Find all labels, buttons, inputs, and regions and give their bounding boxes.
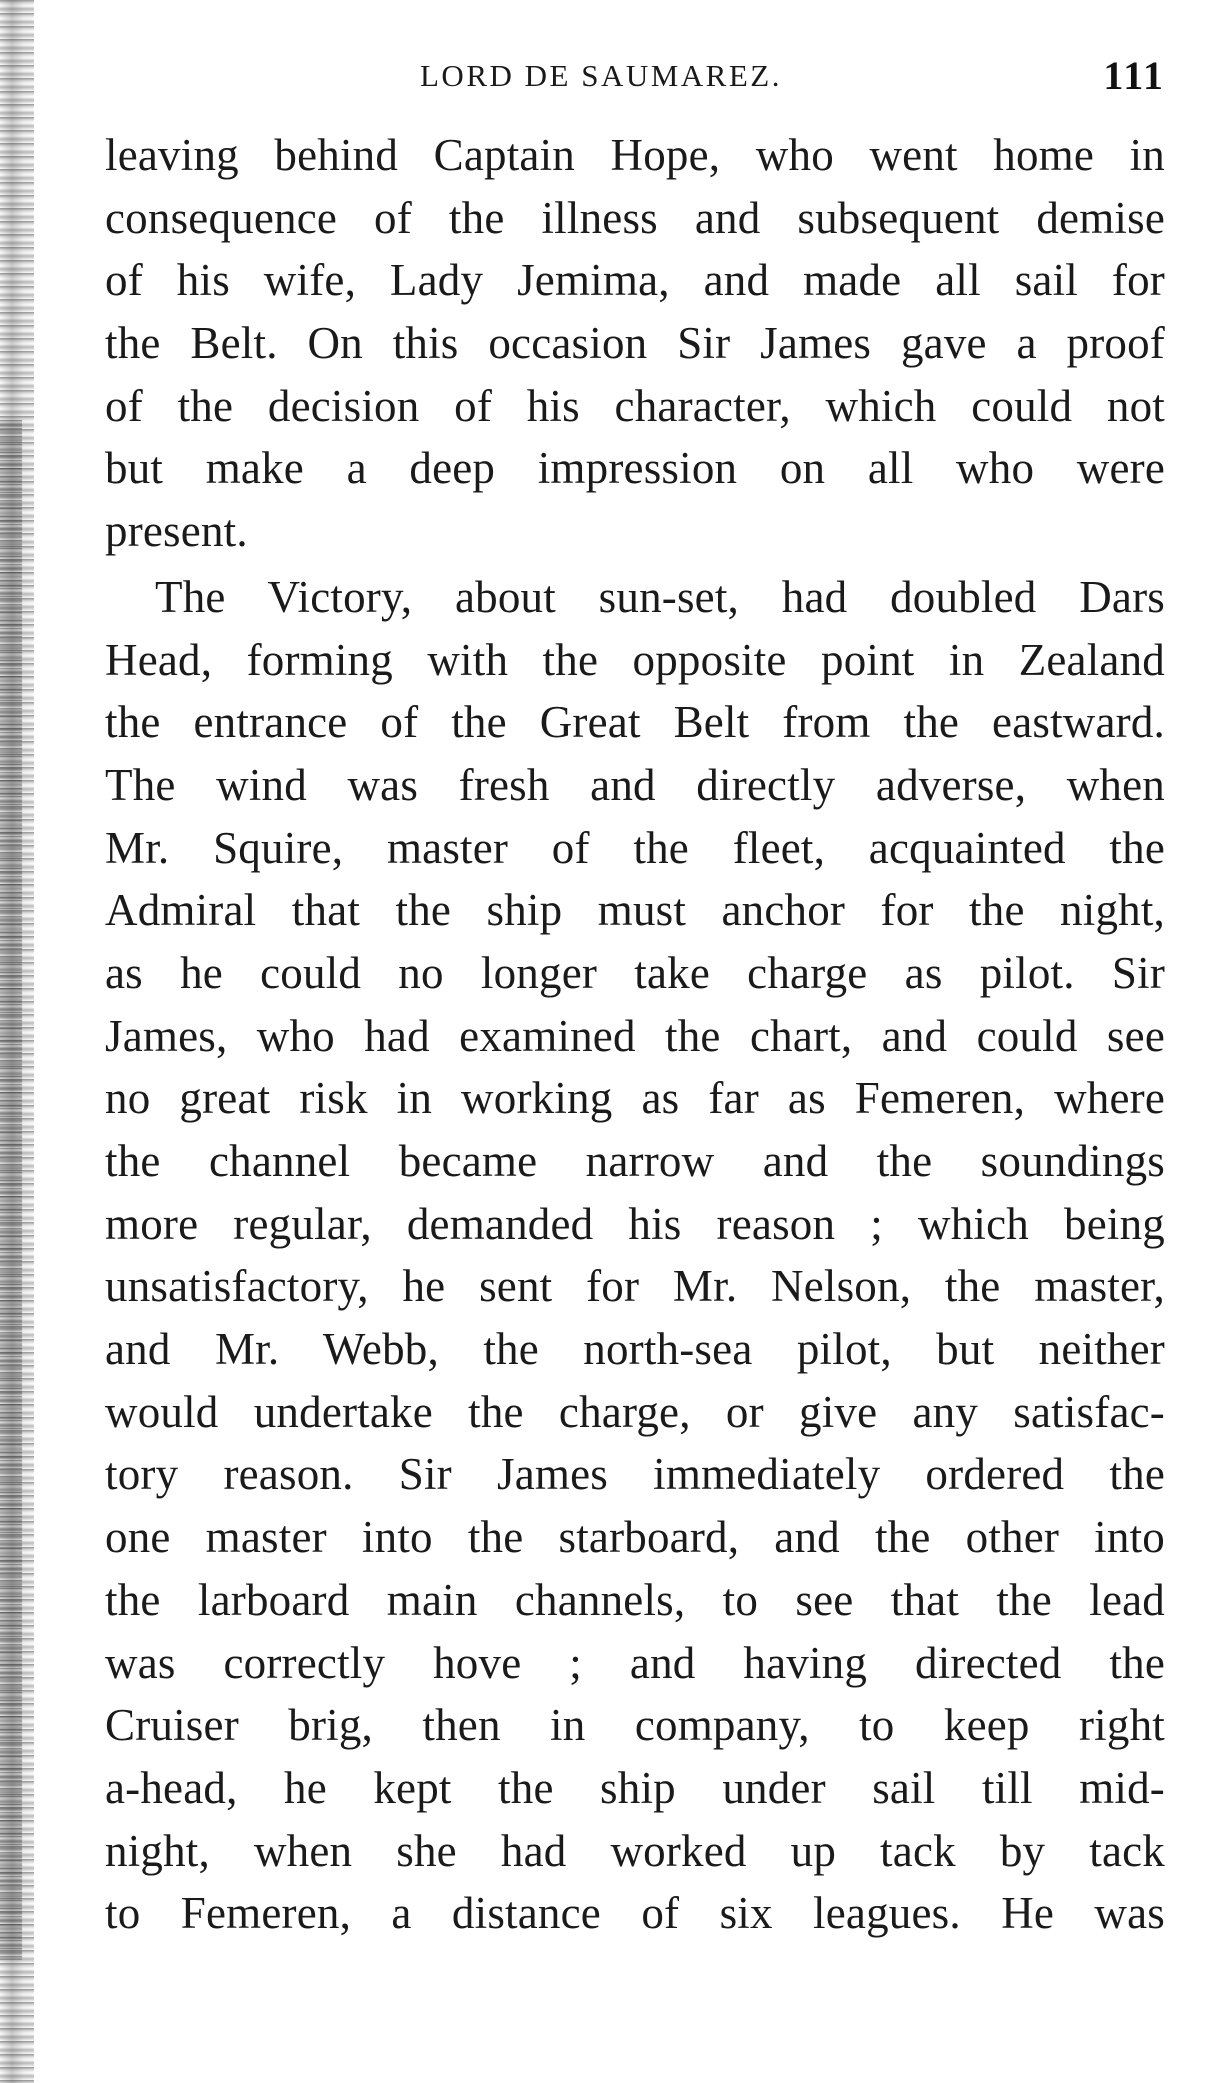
body-text bbox=[105, 124, 1165, 1945]
text-line: unsatisfactory, he sent for Mr. Nelson, the master, bbox=[105, 1261, 1165, 1312]
text-line: Mr. Squire, master of the fleet, acquainted the bbox=[105, 822, 1165, 873]
text-line: a-head, he kept the ship under sail till mid- bbox=[105, 1762, 1165, 1813]
text-line: the entrance of the Great Belt from the eastward. bbox=[105, 697, 1165, 748]
text-line: and Mr. Webb, the north-sea pilot, but neither bbox=[105, 1324, 1165, 1375]
text-line: The wind was fresh and directly adverse, when bbox=[105, 759, 1165, 810]
text-line: of the decision of his character, which could not bbox=[105, 380, 1165, 431]
text-line: present. bbox=[105, 506, 248, 557]
text-line: James, who had examined the chart, and could see bbox=[105, 1010, 1165, 1061]
text-line: night, when she had worked up tack by tack bbox=[105, 1825, 1165, 1876]
text-line: one master into the starboard, and the other into bbox=[105, 1512, 1165, 1563]
text-line: would undertake the charge, or give any satisfac- bbox=[105, 1386, 1165, 1437]
running-head: LORD DE SAUMAREZ. bbox=[420, 58, 782, 93]
page-number: 111 bbox=[1103, 53, 1165, 98]
text-line: the larboard main channels, to see that the lead bbox=[105, 1574, 1165, 1625]
text-line: consequence of the illness and subsequent demise bbox=[105, 192, 1165, 243]
text-line: of his wife, Lady Jemima, and made all sail for bbox=[105, 255, 1165, 306]
text-line: as he could no longer take charge as pilot. Sir bbox=[105, 947, 1165, 998]
text-line: to Femeren, a distance of six leagues. He was bbox=[105, 1888, 1165, 1939]
text-line: tory reason. Sir James immediately ordered the bbox=[105, 1449, 1165, 1500]
text-line: Head, forming with the opposite point in Zealand bbox=[105, 634, 1165, 685]
text-line: more regular, demanded his reason ; which being bbox=[105, 1198, 1165, 1249]
text-line: the Belt. On this occasion Sir James gave a proof bbox=[105, 318, 1165, 369]
paragraph-2 bbox=[105, 566, 1165, 1945]
page-header bbox=[105, 52, 1165, 108]
scanned-page-gutter-shadow bbox=[0, 420, 22, 1960]
text-line: but make a deep impression on all who were bbox=[105, 443, 1165, 494]
text-line: Admiral that the ship must anchor for the night, bbox=[105, 885, 1165, 936]
text-line: leaving behind Captain Hope, who went home in bbox=[105, 130, 1165, 180]
text-line: The Victory, about sun-set, had doubled Dars bbox=[155, 571, 1165, 622]
paragraph-1 bbox=[105, 124, 1165, 563]
text-line: no great risk in working as far as Femeren, where bbox=[105, 1073, 1165, 1124]
text-line: was correctly hove ; and having directed the bbox=[105, 1637, 1165, 1688]
text-line: Cruiser brig, then in company, to keep right bbox=[105, 1700, 1165, 1751]
text-line: the channel became narrow and the soundings bbox=[105, 1136, 1165, 1186]
